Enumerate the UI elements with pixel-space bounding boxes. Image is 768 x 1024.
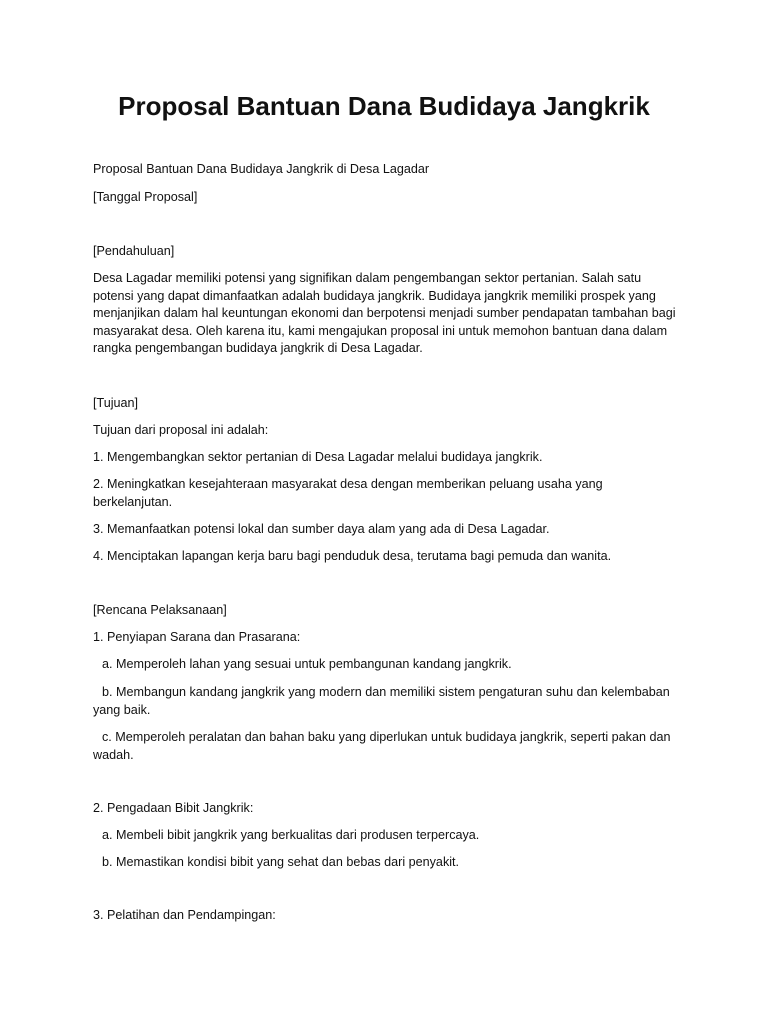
plan-section-1-heading: 1. Penyiapan Sarana dan Prasarana: [93, 630, 301, 644]
plan-section-3-heading: 3. Pelatihan dan Pendampingan: [93, 908, 276, 922]
date-placeholder: [Tanggal Proposal] [93, 190, 198, 204]
document-subtitle: Proposal Bantuan Dana Budidaya Jangkrik di Desa Lagadar [93, 162, 430, 176]
goal-item: 3. Memanfaatkan potensi lokal dan sumber daya alam yang ada di Desa Lagadar. [93, 522, 550, 536]
plan-section-2-item: a. Membeli bibit jangkrik yang berkualitas dari produsen terpercaya. [102, 828, 480, 842]
goals-intro: Tujuan dari proposal ini adalah: [93, 423, 269, 437]
plan-section-1-item: b. Membangun kandang jangkrik yang modern dan memiliki sistem pengaturan suhu dan kelembaban yang baik. [93, 685, 670, 717]
goal-item: 2. Meningkatkan kesejahteraan masyarakat desa dengan memberikan peluang usaha yang berkelanjutan. [93, 477, 603, 509]
goal-item: 1. Mengembangkan sektor pertanian di Desa Lagadar melalui budidaya jangkrik. [93, 450, 543, 464]
goal-item: 4. Menciptakan lapangan kerja baru bagi penduduk desa, terutama bagi pemuda dan wanita. [93, 549, 612, 563]
goals-heading: [Tujuan] [93, 396, 139, 410]
plan-section-2-heading: 2. Pengadaan Bibit Jangkrik: [93, 801, 254, 815]
plan-heading: [Rencana Pelaksanaan] [93, 603, 227, 617]
intro-heading: [Pendahuluan] [93, 244, 175, 258]
document-title: Proposal Bantuan Dana Budidaya Jangkrik [118, 91, 650, 121]
plan-section-2-item: b. Memastikan kondisi bibit yang sehat dan bebas dari penyakit. [102, 855, 460, 869]
plan-section-1-item: a. Memperoleh lahan yang sesuai untuk pembangunan kandang jangkrik. [102, 657, 512, 671]
intro-paragraph: Desa Lagadar memiliki potensi yang signifikan dalam pengembangan sektor pertanian. Salah satu potensi yang dapat dimanfaatkan adalah budidaya jangkrik. Budidaya jangkrik memiliki prospek yang menjanjikan dalam hal keuntungan ekonomi dan berpotensi menjadi sumber pendapatan tambahan bagi masyarakat desa. Oleh karena itu, kami mengajukan proposal ini untuk memohon bantuan dana dalam rangka pengembangan budidaya jangkrik di Desa Lagadar. [93, 271, 676, 355]
plan-section-1-item: c. Memperoleh peralatan dan bahan baku yang diperlukan untuk budidaya jangkrik, seperti pakan dan wadah. [93, 730, 671, 762]
